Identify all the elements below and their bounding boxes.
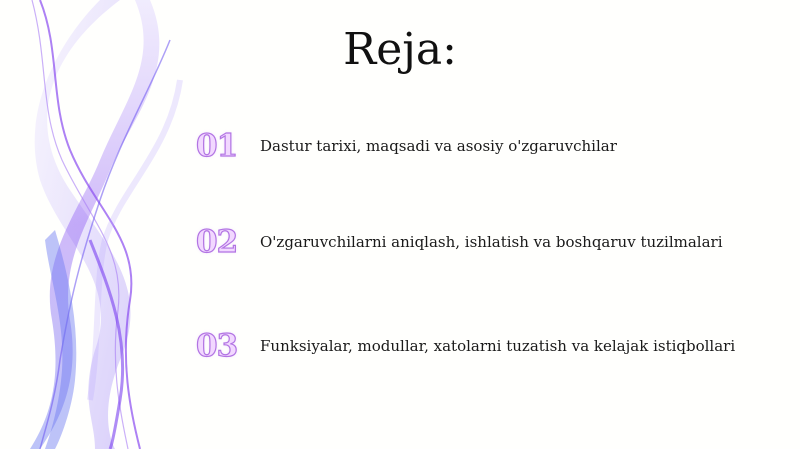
slide-title: Reja: — [343, 24, 457, 75]
purple-smoke-ribbon-decoration — [0, 0, 220, 449]
agenda-item-3 — [196, 324, 735, 368]
agenda-number-2: 02 — [196, 224, 238, 260]
agenda-number-3: 03 — [196, 328, 238, 364]
agenda-number-1: 01 — [196, 128, 238, 164]
agenda-item-1 — [196, 124, 617, 168]
agenda-text-3: Funksiyalar, modullar, xatolarni tuzatish va kelajak istiqbollari — [260, 337, 736, 355]
agenda-text-1: Dastur tarixi, maqsadi va asosiy o'zgaruvchilar — [260, 137, 617, 155]
agenda-item-2 — [196, 220, 723, 264]
agenda-text-2: O'zgaruvchilarni aniqlash, ishlatish va boshqaruv tuzilmalari — [260, 233, 723, 251]
